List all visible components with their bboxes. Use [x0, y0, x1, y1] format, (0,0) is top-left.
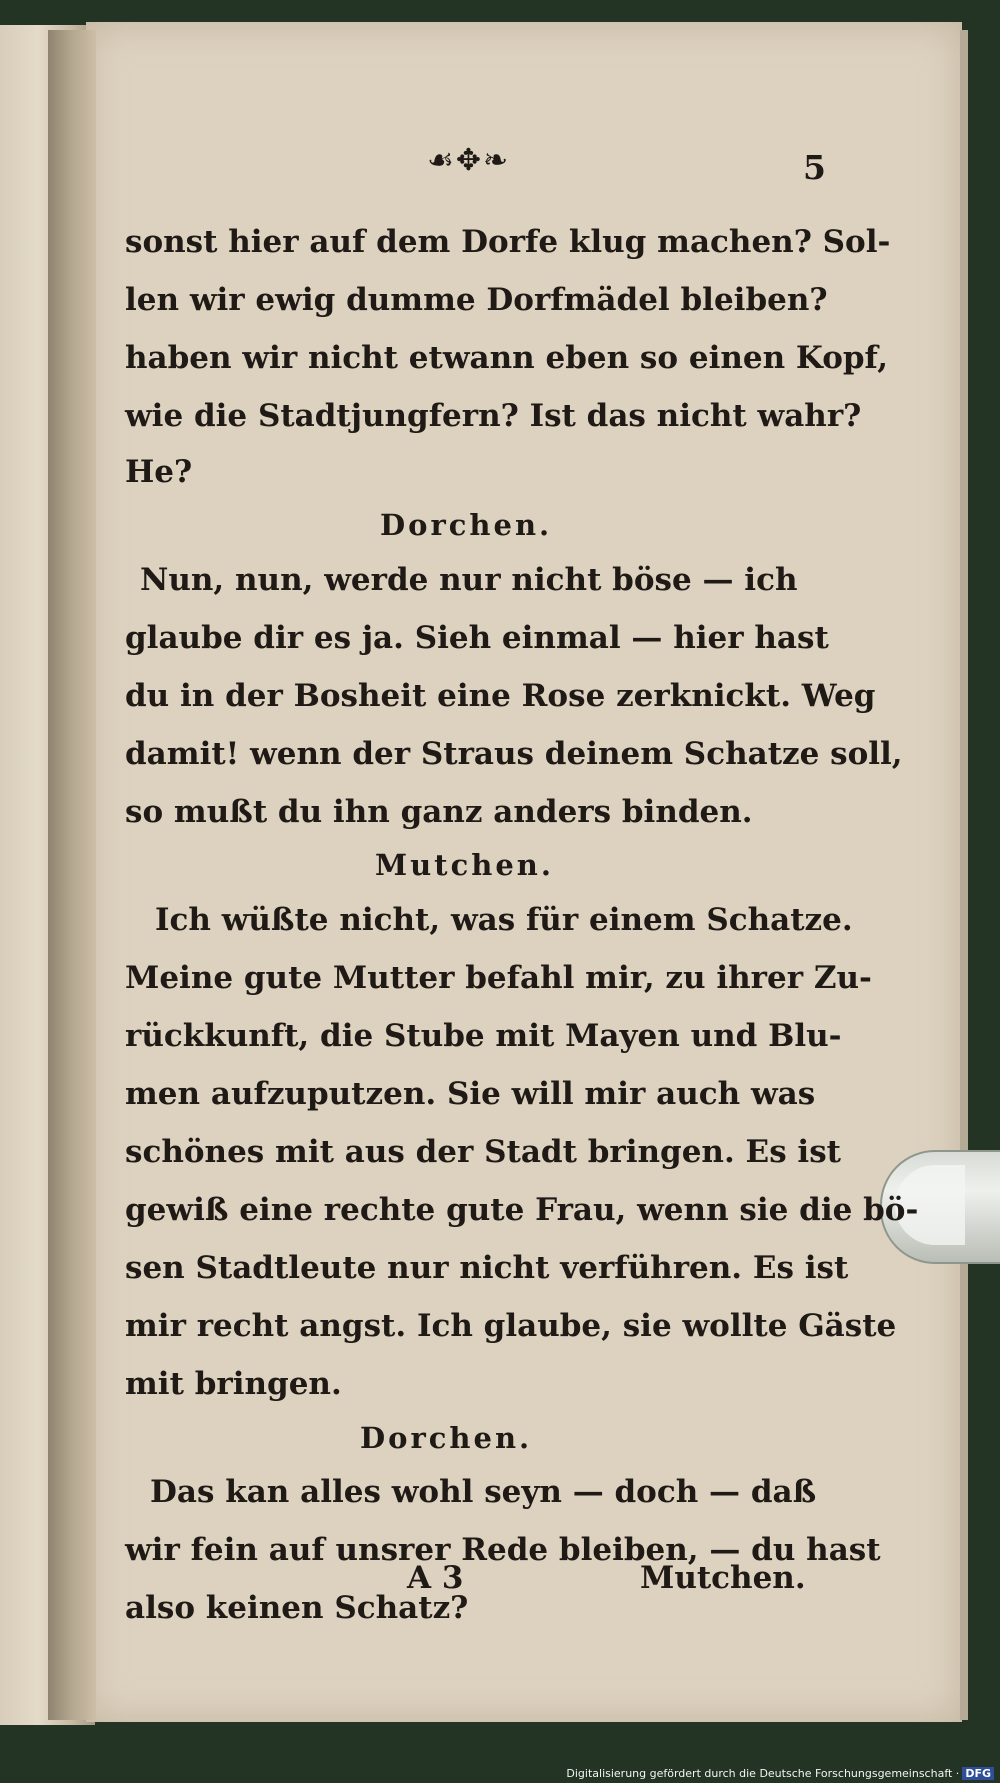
text-line: gewiß eine rechte gute Frau, wenn sie die bö-	[125, 1192, 919, 1228]
page-edge	[960, 30, 968, 1720]
text-line: haben wir nicht etwann eben so einen Kopf,	[125, 340, 888, 376]
speaker-name: Dorchen.	[360, 1421, 533, 1455]
speaker-name: Dorchen.	[380, 508, 553, 542]
text-line: du in der Bosheit eine Rose zerknickt. Weg	[125, 678, 876, 714]
text-line: men aufzuputzen. Sie will mir auch was	[125, 1076, 816, 1112]
text-line: sen Stadtleute nur nicht verführen. Es ist	[125, 1250, 849, 1286]
text-line: damit! wenn der Straus deinem Schatze soll,	[125, 736, 903, 772]
text-line: rückkunft, die Stube mit Mayen und Blu-	[125, 1018, 842, 1054]
text-line: He?	[125, 454, 193, 490]
text-line: len wir ewig dumme Dorfmädel bleiben?	[125, 282, 828, 318]
spine-shadow	[48, 30, 96, 1720]
text-line: Nun, nun, werde nur nicht böse — ich	[140, 562, 798, 598]
text-line: sonst hier auf dem Dorfe klug machen? Sol-	[125, 224, 891, 260]
text-line: Ich wüßte nicht, was für einem Schatze.	[155, 902, 853, 938]
text-line: Das kan alles wohl seyn — doch — daß	[150, 1474, 817, 1510]
catchword: Mutchen.	[640, 1560, 806, 1596]
dfg-logo: DFG	[962, 1767, 994, 1780]
text-line: mir recht angst. Ich glaube, sie wollte Gäste	[125, 1308, 897, 1344]
text-line: Meine gute Mutter befahl mir, zu ihrer Zu-	[125, 960, 872, 996]
text-line: also keinen Schatz?	[125, 1590, 469, 1626]
digitization-credit	[566, 1767, 994, 1780]
text-line: wir fein auf unsrer Rede bleiben, — du hast	[125, 1532, 881, 1568]
page-number: 5	[803, 148, 826, 187]
text-line: glaube dir es ja. Sieh einmal — hier hast	[125, 620, 829, 656]
header-ornament: ☙✥❧	[427, 143, 511, 178]
credit-text: Digitalisierung gefördert durch die Deutsche Forschungsgemeinschaft ·	[566, 1767, 960, 1780]
speaker-name: Mutchen.	[375, 848, 554, 882]
text-line: mit bringen.	[125, 1366, 342, 1402]
text-line: wie die Stadtjungfern? Ist das nicht wahr?	[125, 398, 862, 434]
text-line: schönes mit aus der Stadt bringen. Es ist	[125, 1134, 841, 1170]
signature-mark: A 3	[407, 1560, 464, 1596]
text-line: so mußt du ihn ganz anders binden.	[125, 794, 753, 830]
